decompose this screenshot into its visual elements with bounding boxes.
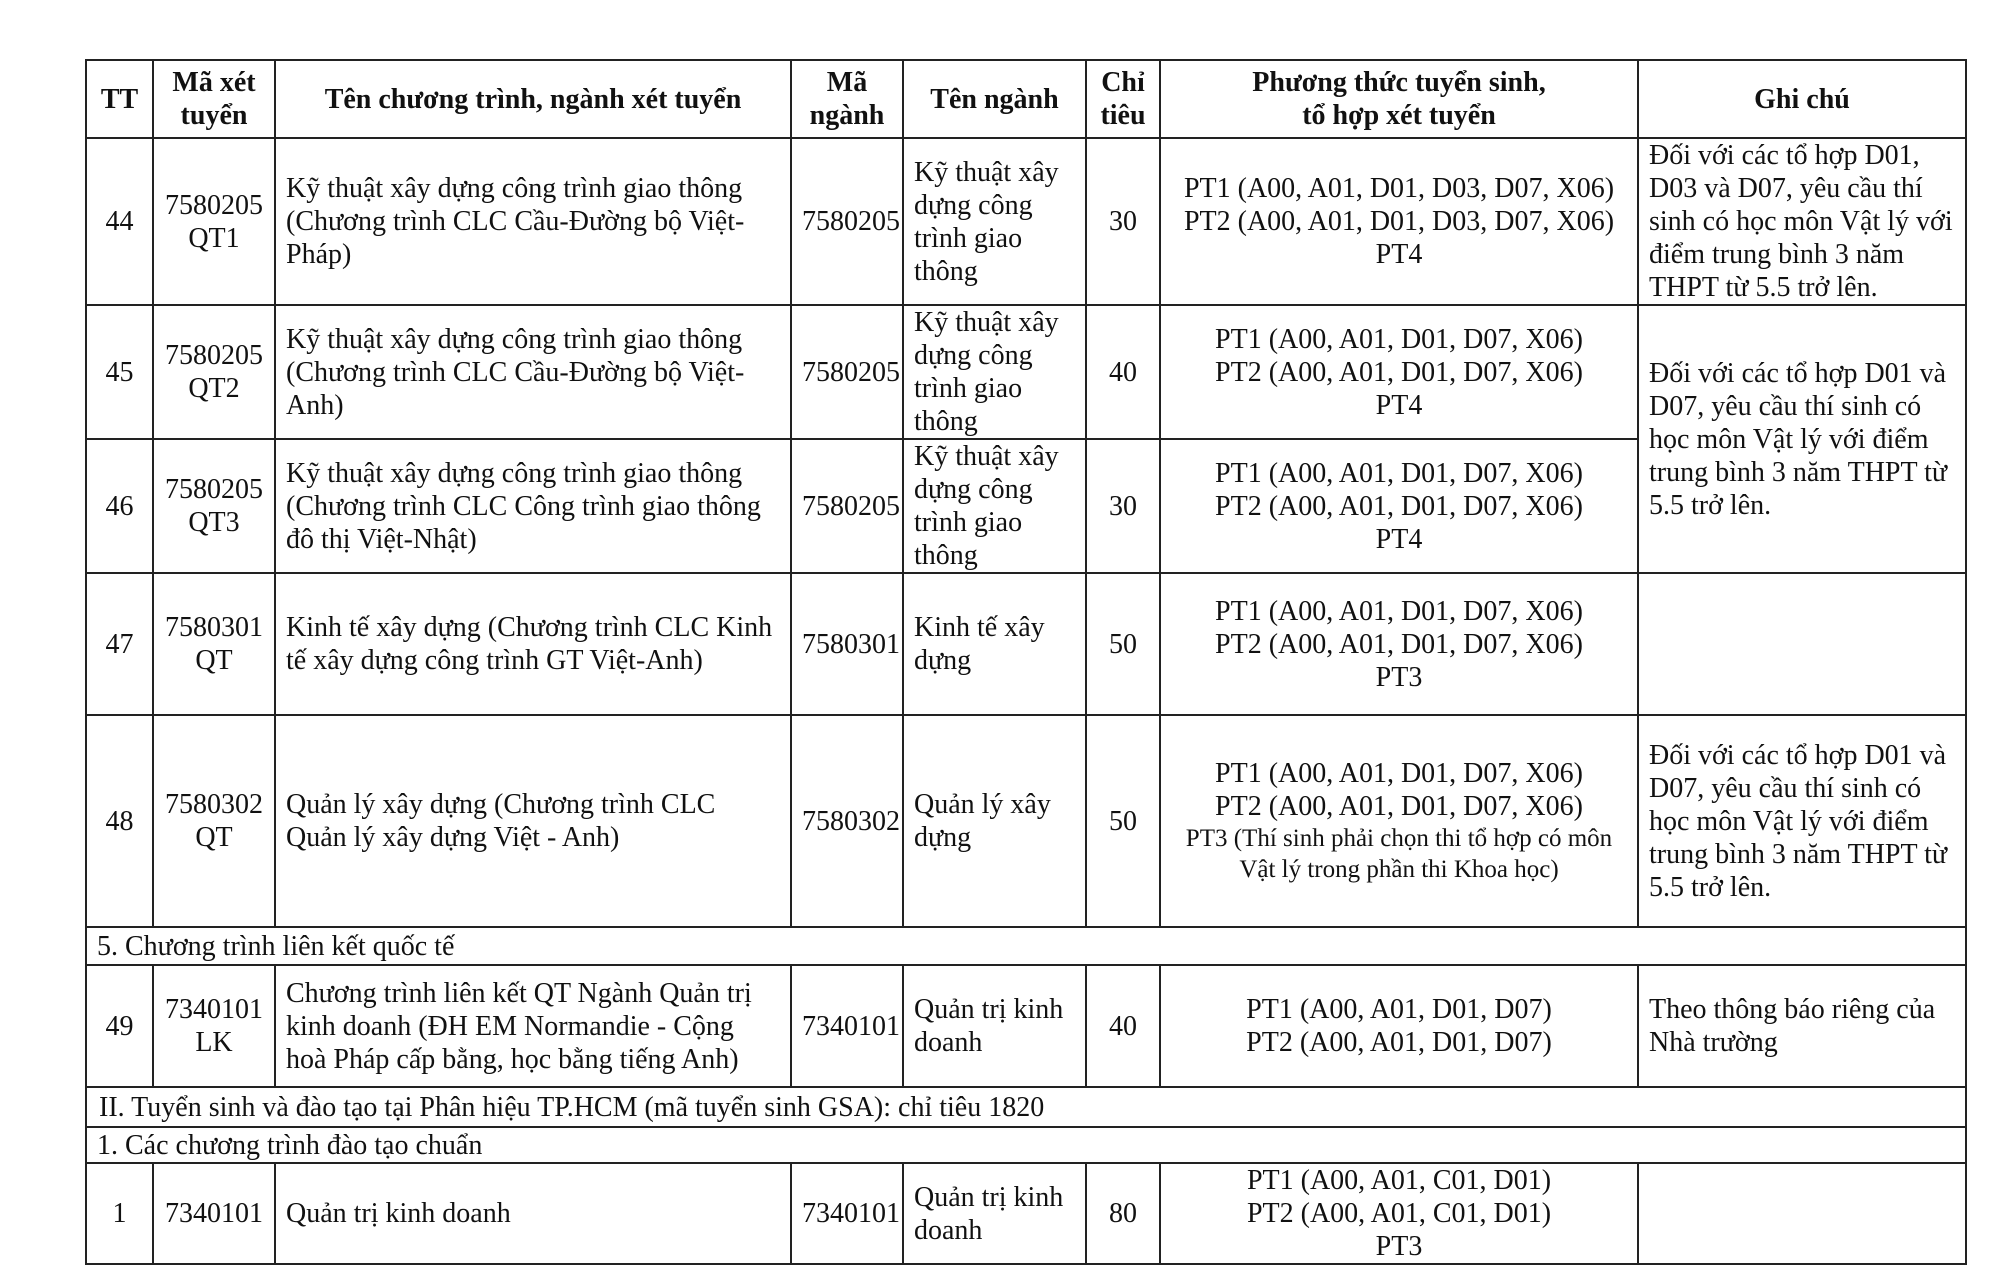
- row-note: [1638, 573, 1966, 715]
- row-methods: PT1 (A00, A01, D01, D07, X06) PT2 (A00, A01, D01, D07, X06) PT3 (Thí sinh phải chọn thi tổ hợp có môn Vật lý trong phần thi Khoa học): [1160, 715, 1638, 927]
- row-methods: PT1 (A00, A01, D01, D07, X06) PT2 (A00, A01, D01, D07, X06) PT3: [1160, 573, 1638, 715]
- row-tt: 45: [86, 305, 153, 439]
- admissions-table: [85, 59, 1967, 1265]
- row-program-name: Kinh tế xây dựng (Chương trình CLC Kinh tế xây dựng công trình GT Việt-Anh): [275, 573, 791, 715]
- row-major-name: Quản trị kinh doanh: [903, 965, 1086, 1087]
- row-major-name: Kỹ thuật xây dựng công trình giao thông: [903, 439, 1086, 573]
- row-tt: 48: [86, 715, 153, 927]
- row-admission-code: 7580205 QT3: [153, 439, 275, 573]
- row-methods: PT1 (A00, A01, D01, D03, D07, X06) PT2 (A00, A01, D01, D03, D07, X06) PT4: [1160, 138, 1638, 305]
- row-major-name: Kỹ thuật xây dựng công trình giao thông: [903, 305, 1086, 439]
- row-major-name: Quản lý xây dựng: [903, 715, 1086, 927]
- header-chi-tieu: Chỉ tiêu: [1086, 60, 1160, 138]
- row-major-code: 7340101: [791, 1163, 903, 1264]
- row-major-code: 7580302: [791, 715, 903, 927]
- section-row: [86, 1127, 1966, 1163]
- row-major-code: 7580205: [791, 439, 903, 573]
- row-note: Đối với các tổ hợp D01 và D07, yêu cầu thí sinh có học môn Vật lý với điểm trung bình 3 năm THPT từ 5.5 trở lên.: [1638, 715, 1966, 927]
- header-ten-nganh: Tên ngành: [903, 60, 1086, 138]
- row-quota: 50: [1086, 573, 1160, 715]
- row-admission-code: 7580205 QT1: [153, 138, 275, 305]
- row-quota: 30: [1086, 138, 1160, 305]
- row-tt: 44: [86, 138, 153, 305]
- row-note: [1638, 1163, 1966, 1264]
- row-program-name: Chương trình liên kết QT Ngành Quản trị kinh doanh (ĐH EM Normandie - Cộng hoà Pháp cấp bằng, học bằng tiếng Anh): [275, 965, 791, 1087]
- row-major-name: Quản trị kinh doanh: [903, 1163, 1086, 1264]
- header-ma-nganh: Mã ngành: [791, 60, 903, 138]
- row-program-name: Quản trị kinh doanh: [275, 1163, 791, 1264]
- row-methods: PT1 (A00, A01, D01, D07, X06) PT2 (A00, A01, D01, D07, X06) PT4: [1160, 439, 1638, 573]
- row-quota: 80: [1086, 1163, 1160, 1264]
- header-phuong-thuc: Phương thức tuyển sinh, tổ hợp xét tuyển: [1160, 60, 1638, 138]
- row-major-code: 7580205: [791, 138, 903, 305]
- row-quota: 40: [1086, 965, 1160, 1087]
- row-quota: 40: [1086, 305, 1160, 439]
- row-major-code: 7580205: [791, 305, 903, 439]
- row-program-name: Quản lý xây dựng (Chương trình CLC Quản lý xây dựng Việt - Anh): [275, 715, 791, 927]
- row-note: Đối với các tổ hợp D01 và D07, yêu cầu thí sinh có học môn Vật lý với điểm trung bình 3 năm THPT từ 5.5 trở lên.: [1638, 305, 1966, 573]
- header-row: [86, 60, 1966, 138]
- header-tt: TT: [86, 60, 153, 138]
- row-quota: 50: [1086, 715, 1160, 927]
- row-admission-code: 7340101: [153, 1163, 275, 1264]
- section-title-hcm: II. Tuyển sinh và đào tạo tại Phân hiệu TP.HCM (mã tuyển sinh GSA): chỉ tiêu 1820: [86, 1087, 1966, 1127]
- row-program-name: Kỹ thuật xây dựng công trình giao thông (Chương trình CLC Cầu-Đường bộ Việt-Anh): [275, 305, 791, 439]
- header-ma-xet-tuyen: Mã xét tuyển: [153, 60, 275, 138]
- section-row: [86, 1087, 1966, 1127]
- row-admission-code: 7580301 QT: [153, 573, 275, 715]
- table-row: [86, 573, 1966, 715]
- row-major-name: Kỹ thuật xây dựng công trình giao thông: [903, 138, 1086, 305]
- row-note: Theo thông báo riêng của Nhà trường: [1638, 965, 1966, 1087]
- row-note: Đối với các tổ hợp D01, D03 và D07, yêu cầu thí sinh có học môn Vật lý với điểm trung bình 3 năm THPT từ 5.5 trở lên.: [1638, 138, 1966, 305]
- table-row: [86, 965, 1966, 1087]
- row-tt: 49: [86, 965, 153, 1087]
- row-program-name: Kỹ thuật xây dựng công trình giao thông (Chương trình CLC Công trình giao thông đô thị Việt-Nhật): [275, 439, 791, 573]
- row-program-name: Kỹ thuật xây dựng công trình giao thông (Chương trình CLC Cầu-Đường bộ Việt-Pháp): [275, 138, 791, 305]
- table-row: [86, 715, 1966, 927]
- row-major-code: 7340101: [791, 965, 903, 1087]
- row-methods: PT1 (A00, A01, D01, D07) PT2 (A00, A01, D01, D07): [1160, 965, 1638, 1087]
- row-tt: 1: [86, 1163, 153, 1264]
- row-tt: 46: [86, 439, 153, 573]
- row-admission-code: 7580302 QT: [153, 715, 275, 927]
- row-methods: PT1 (A00, A01, D01, D07, X06) PT2 (A00, A01, D01, D07, X06) PT4: [1160, 305, 1638, 439]
- row-major-code: 7580301: [791, 573, 903, 715]
- row-admission-code: 7580205 QT2: [153, 305, 275, 439]
- table-row: [86, 1163, 1966, 1264]
- section-title-intl: 5. Chương trình liên kết quốc tế: [86, 927, 1966, 965]
- table-row: [86, 138, 1966, 305]
- section-row: [86, 927, 1966, 965]
- row-quota: 30: [1086, 439, 1160, 573]
- section-title-standard: 1. Các chương trình đào tạo chuẩn: [86, 1127, 1966, 1163]
- row-tt: 47: [86, 573, 153, 715]
- row-admission-code: 7340101 LK: [153, 965, 275, 1087]
- header-ghi-chu: Ghi chú: [1638, 60, 1966, 138]
- row-methods: PT1 (A00, A01, C01, D01) PT2 (A00, A01, C01, D01) PT3: [1160, 1163, 1638, 1264]
- table-row: [86, 305, 1966, 439]
- row-major-name: Kinh tế xây dựng: [903, 573, 1086, 715]
- header-ten-chuong-trinh: Tên chương trình, ngành xét tuyển: [275, 60, 791, 138]
